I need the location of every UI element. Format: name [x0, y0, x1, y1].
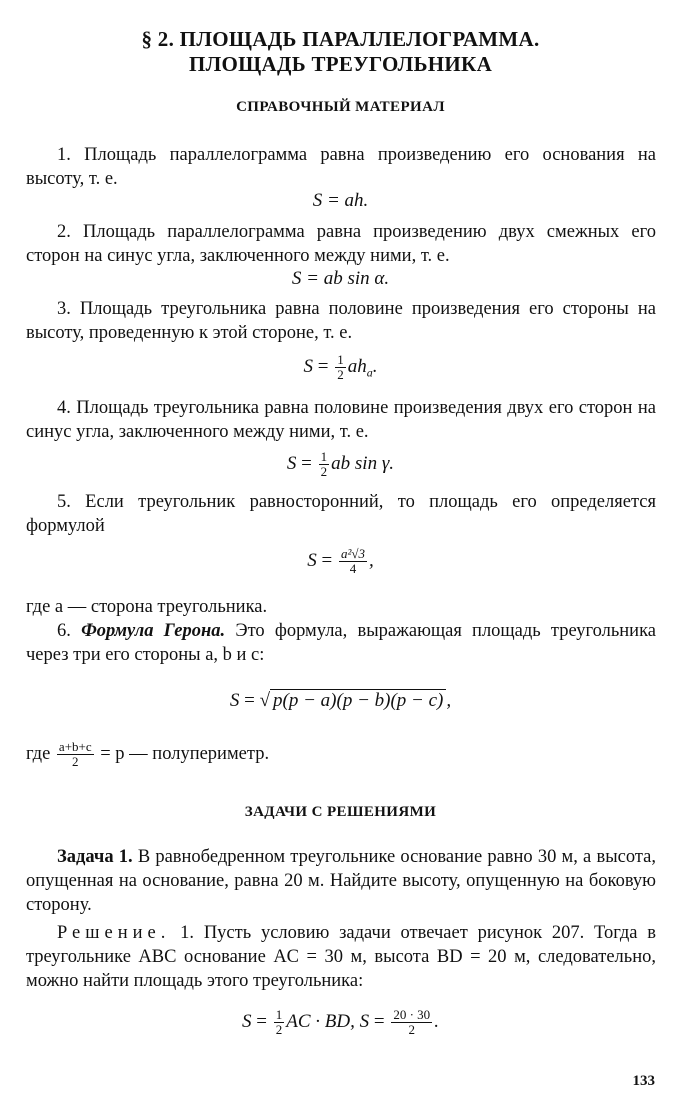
page-number: 133: [632, 1073, 655, 1089]
task-1: Задача 1. В равнобедренном треугольнике основание равно 30 м, а высота, опущенная на основание, равна 20 м. Найдите высоту, опущенную на боковую сторону.: [26, 847, 656, 915]
paragraph-6: 6. Формула Герона. Это формула, выражающая площадь треугольника через три его стороны a, b и c:: [26, 621, 657, 665]
section-heading-tasks: ЗАДАЧИ С РЕШЕНИЯМИ: [244, 804, 437, 820]
formula-4: S = $\frac{1}{2}$ ab sin γ.: [286, 449, 395, 479]
section-heading-reference: СПРАВОЧНЫЙ МАТЕРИАЛ: [236, 99, 445, 115]
task-1-label: Задача 1.: [57, 847, 133, 867]
solution-label: Решение.: [57, 923, 171, 943]
heron-term: Формула Герона.: [81, 621, 226, 641]
solution-formula: S = $\frac{1}{2}$ AC · BD, S = $\frac{20 \cdot 30}{2}$ .: [242, 1007, 439, 1037]
paragraph-5: 5. Если треугольник равносторонний, то площадь его определяется формулой: [26, 492, 656, 536]
semiperimeter-note: где $\frac{a+b+c}{2}$ = p — полупериметр.: [26, 739, 270, 769]
chapter-title-line2: ПЛОЩАДЬ ТРЕУГОЛЬНИКА: [188, 52, 493, 76]
formula-5: S = $\frac{\text{a²√3}}{4}$ ,: [307, 546, 374, 576]
formula-1: S = ah.: [312, 190, 369, 211]
paragraph-1: 1. Площадь параллелограмма равна произведению его основания на высоту, т. е.: [26, 145, 656, 189]
chapter-title-line1: § 2. ПЛОЩАДЬ ПАРАЛЛЕЛОГРАММА.: [141, 27, 540, 51]
heron-formula: S = √ p(p − a)(p − b)(p − c) ,: [229, 690, 452, 711]
solution-1: Решение. 1. Пусть условию задачи отвечает рисунок 207. Тогда в треугольнике ABC основание AC = 30 м, высота BD = 20 м, следовательно, можно найти площадь этого треугольника:: [26, 923, 657, 991]
paragraph-3: 3. Площадь треугольника равна половине произведения его стороны на высоту, проведенную к этой стороне, т. е.: [26, 299, 656, 343]
paragraph-2: 2. Площадь параллелограмма равна произведению двух смежных его сторон на синус угла, заключенного между ними, т. е.: [26, 222, 656, 266]
formula-3: S = $\frac{1}{2}$ $ah_a$.: [303, 352, 378, 382]
paragraph-5-note: где a — сторона треугольника.: [26, 597, 268, 617]
formula-2: S = ab sin α.: [291, 268, 390, 289]
paragraph-4: 4. Площадь треугольника равна половине произведения двух его сторон на синус угла, заключенного между ними, т. е.: [26, 398, 656, 442]
